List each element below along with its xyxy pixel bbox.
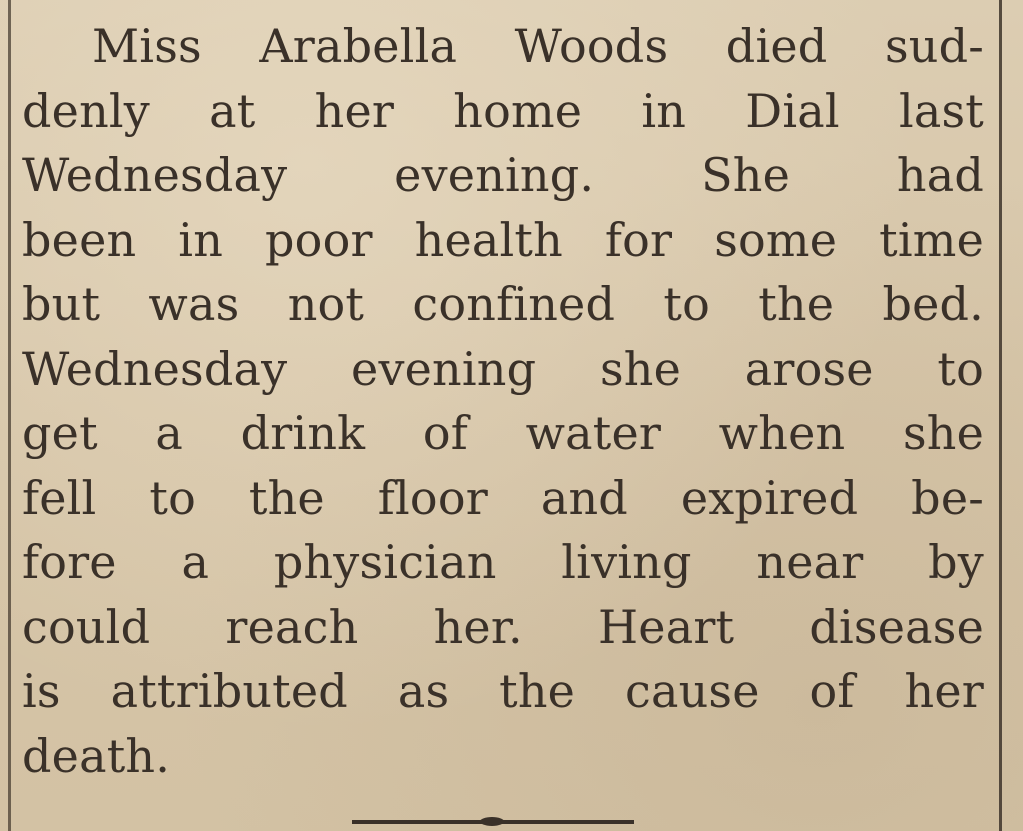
article-line: is attributed as the cause of her: [22, 664, 984, 718]
article-line: get a drink of water when she: [22, 406, 984, 460]
right-column-rule: [999, 0, 1002, 831]
separator-ornament: [480, 817, 504, 826]
article-line: but was not confined to the bed.: [22, 277, 984, 331]
article-line: fell to the floor and expired be-: [22, 470, 984, 525]
article-line: Miss Arabella Woods died sud-: [92, 19, 984, 73]
left-column-rule: [8, 0, 11, 831]
obituary-article: [22, 14, 984, 788]
article-line: denly at her home in Dial last: [22, 83, 984, 138]
article-line: fore a physician living near by: [22, 535, 984, 589]
article-line: could reach her. Heart disease: [22, 599, 984, 654]
article-line: Wednesday evening. She had: [22, 148, 984, 202]
article-line: Wednesday evening she arose to: [22, 341, 984, 396]
article-line: death.: [22, 728, 171, 783]
article-line: been in poor health for some time: [22, 212, 984, 267]
